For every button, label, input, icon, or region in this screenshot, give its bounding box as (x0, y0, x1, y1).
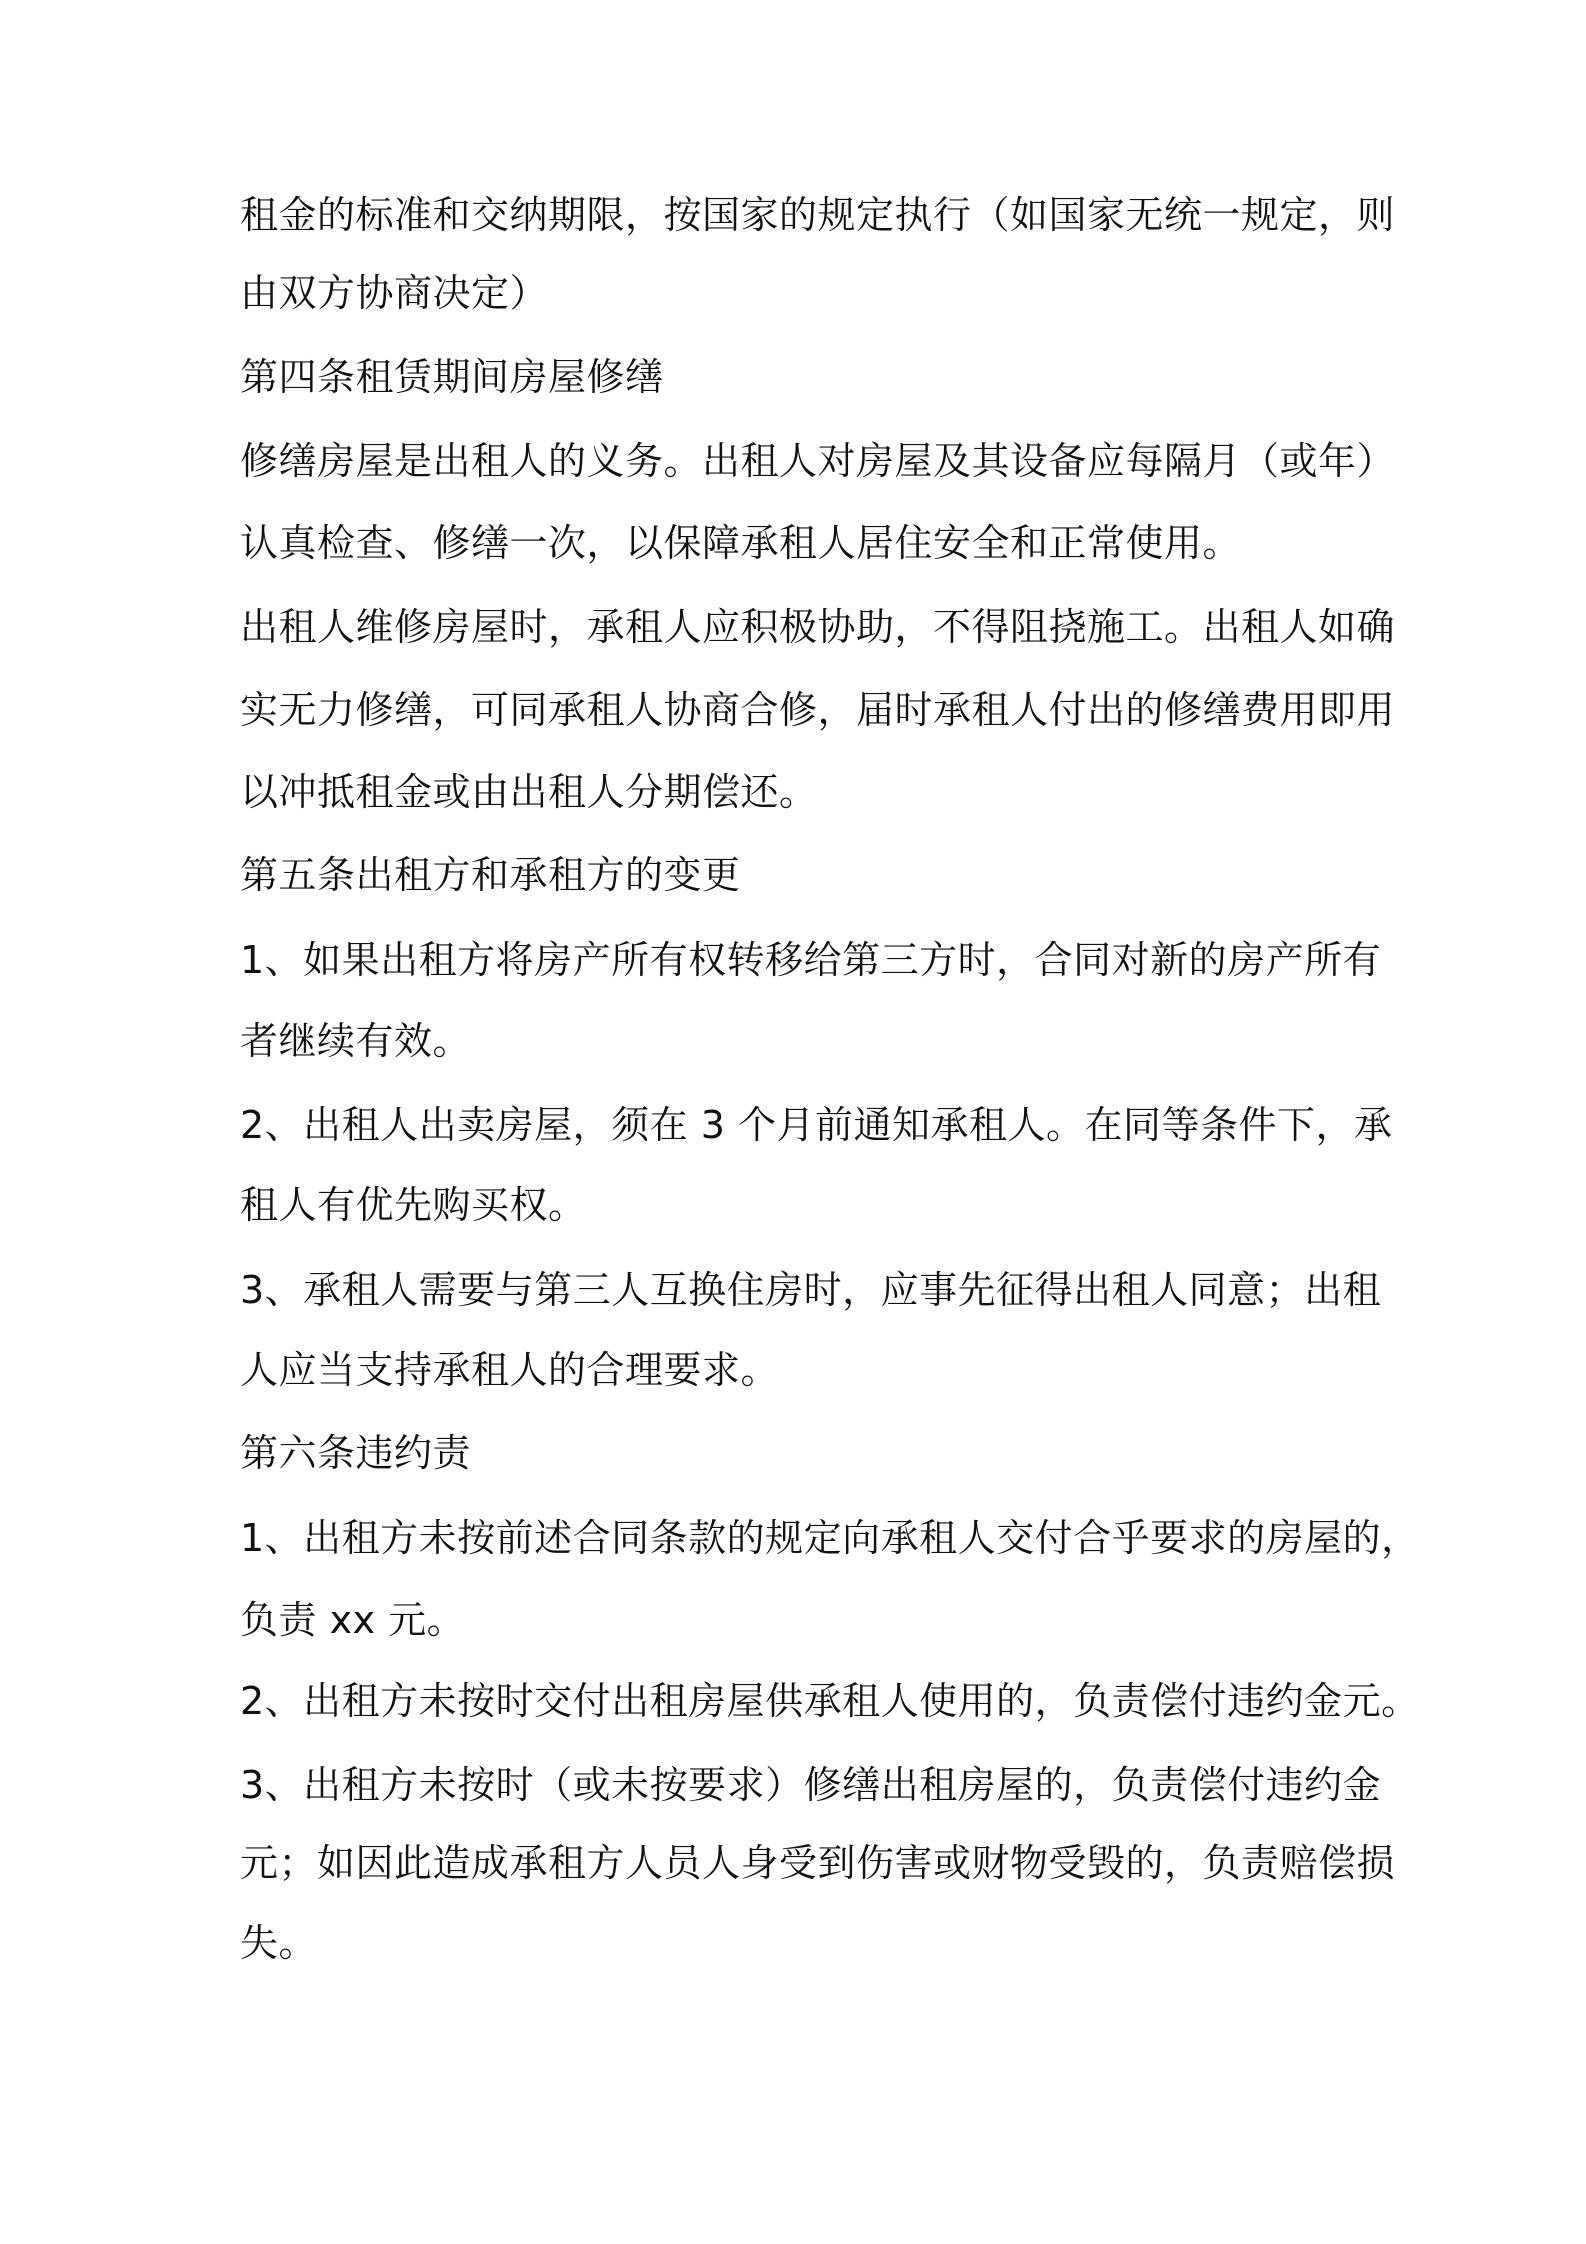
text-line: 2、出租人出卖房屋，须在 3 个月前通知承租人。在同等条件下，承 (240, 1103, 1393, 1147)
text-line: 1、出租方未按前述合同条款的规定向承租人交付合乎要求的房屋的， (240, 1516, 1420, 1560)
text-line: 3、出租方未按时（或未按要求）修缮出租房屋的，负责偿付违约金 (240, 1763, 1382, 1807)
text-line: 元；如因此造成承租方人员人身受到伤害或财物受毁的，负责赔偿损 (240, 1841, 1396, 1885)
text-line: 以冲抵租金或由出租人分期偿还。 (240, 770, 818, 814)
text-line: 出租人维修房屋时，承租人应积极协助，不得阻挠施工。出租人如确 (240, 605, 1396, 649)
text-line: 租人有优先购买权。 (240, 1183, 587, 1227)
text-line: 修缮房屋是出租人的义务。出租人对房屋及其设备应每隔月（或年） (240, 439, 1396, 483)
text-line: 3、承租人需要与第三人互换住房时，应事先征得出租人同意；出租 (240, 1268, 1382, 1312)
text-line: 负责 xx 元。 (240, 1598, 466, 1642)
text-line: 人应当支持承租人的合理要求。 (240, 1348, 780, 1392)
section-heading-5: 第五条出租方和承租方的变更 (240, 853, 741, 897)
text-line: 由双方协商决定） (240, 271, 549, 315)
text-line: 1、如果出租方将房产所有权转移给第三方时，合同对新的房产所有 (240, 938, 1382, 982)
section-heading-6: 第六条违约责 (240, 1431, 472, 1475)
text-line: 者继续有效。 (240, 1019, 472, 1063)
text-line: 租金的标准和交纳期限，按国家的规定执行（如国家无统一规定，则 (240, 193, 1396, 237)
text-line: 失。 (240, 1921, 318, 1965)
text-line: 实无力修缮，可同承租人协商合修，届时承租人付出的修缮费用即用 (240, 688, 1396, 732)
text-line: 2、出租方未按时交付出租房屋供承租人使用的，负责偿付违约金元。 (240, 1679, 1420, 1723)
text-line: 认真检查、修缮一次，以保障承租人居住安全和正常使用。 (240, 521, 1242, 565)
section-heading-4: 第四条租赁期间房屋修缮 (240, 355, 664, 399)
